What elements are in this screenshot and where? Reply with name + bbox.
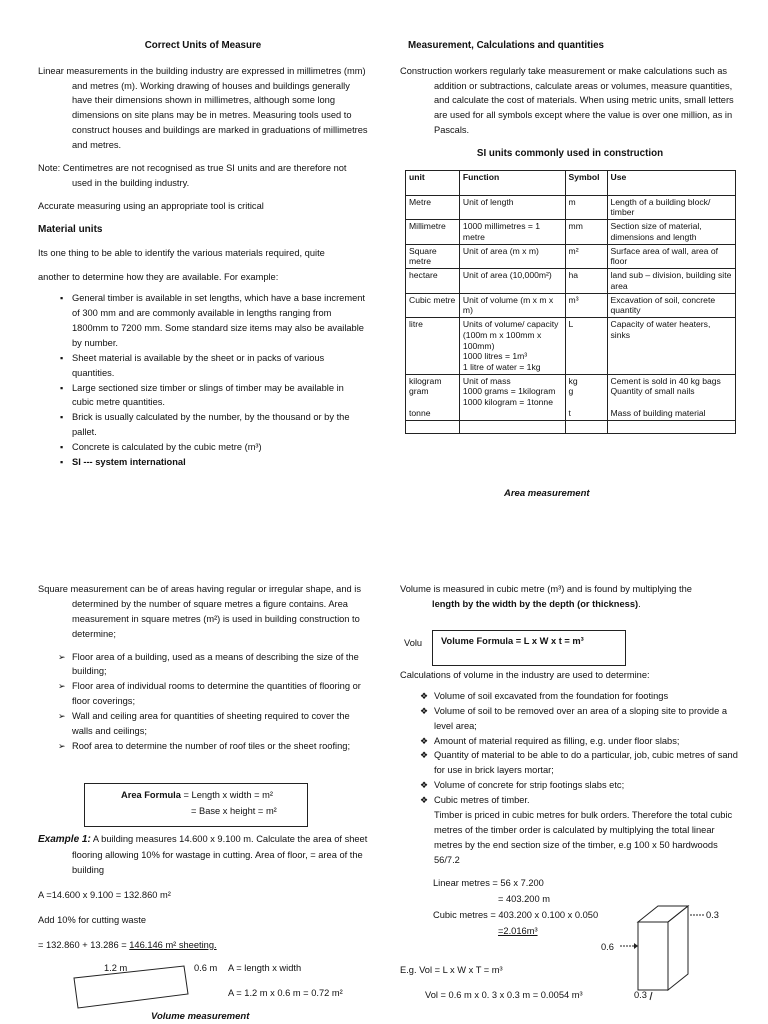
table-row — [406, 293, 736, 317]
volume-formula: = L x W x t = m³ — [513, 636, 584, 646]
rect-height-label: 0.6 m — [194, 963, 218, 973]
list-item: ❖ Volume of soil excavated from the foundation for footings — [400, 689, 740, 704]
list-item: ▪ Large sectioned size timber or slings of timber may be available in cubic metre quantities. — [38, 381, 368, 411]
rect-formula-1: A = length x width — [228, 963, 302, 973]
table-cell: Metre — [406, 195, 460, 219]
volume-formula-box — [432, 630, 626, 666]
table-cell: Section size of material, dimensions and length — [607, 220, 736, 244]
example-text: A building measures 14.600 x 9.100 m. Calculate the area of sheet flooring allowing 10% for wastage in cutting. Area of floor, = area of the building — [72, 834, 368, 875]
heading-material-units: Material units — [38, 223, 103, 235]
list-item: ❖ Volume of concrete for strip footings slabs etc; — [400, 778, 740, 793]
area-measurement-caption: Area measurement — [504, 488, 590, 499]
calc-total-result: 146.146 m² sheeting. — [129, 939, 217, 950]
rect-width-label: 1.2 m — [104, 963, 128, 973]
table-cell: Surface area of wall, area of floor — [607, 244, 736, 268]
cuboid-dim-top: 0.3 — [706, 910, 719, 920]
linear-metres-2: = 403.200 m — [498, 894, 550, 904]
table-cell: land sub – division, building site area — [607, 269, 736, 293]
cuboid-dim-bottom: 0.3 — [634, 990, 647, 1000]
list-item-si: ▪ SI --- system international — [38, 455, 368, 470]
paragraph-linear: Linear measurements in the building industry are expressed in millimetres (mm) and metres (m). Working drawing of houses and buildings generally have their dimensions shown in millimetres, although some long dimensions on site plans may be in metres. Measuring tools used to construct houses and buildings are marked in graduations of millimetres and metres. — [38, 65, 368, 151]
table-cell: Unit of volume (m x m x m) — [459, 293, 565, 317]
example-label: Example 1: — [38, 834, 91, 845]
table-row — [406, 244, 736, 268]
paragraph-note: Note: Centimetres are not recognised as true SI units and are therefore not used in the building industry. — [38, 162, 347, 188]
area-formula-line2: = Base x height = m² — [191, 806, 277, 816]
area-formula-box — [84, 783, 308, 827]
table-cell: Unit of mass 1000 grams = 1kilogram 1000 kilogram = 1tonne — [459, 374, 565, 420]
linear-metres-1: Linear metres = 56 x 7.200 — [433, 878, 544, 888]
table-header-row — [406, 170, 736, 195]
list-item: ➢ Floor area of individual rooms to determine the quantities of flooring or floor coverings; — [38, 679, 368, 709]
table-cell: kilogram gram tonne — [406, 374, 460, 420]
volu-fragment: Volu — [404, 638, 423, 648]
paragraph-square-measurement: Square measurement can be of areas having regular or irregular shape, and is determined by the number of square metres a figure contains. Area measurement in square metres (m²) is used in building construction to determine; — [38, 584, 361, 639]
table-cell: m³ — [565, 293, 607, 317]
table-cell: Units of volume/ capacity (100m m x 100mm x 100mm) 1000 litres = 1m³ 1 litre of water = 1kg — [459, 318, 565, 375]
list-item: ▪ Concrete is calculated by the cubic metre (m³) — [38, 440, 368, 455]
table-cell: litre — [406, 318, 460, 375]
table-cell: kg g t — [565, 374, 607, 420]
table-title: SI units commonly used in construction — [476, 148, 664, 160]
paragraph-timber: Timber is priced in cubic metres for bulk orders. Therefore the total cubic metres of the timber order is calculated by multiplying the total linear metres by the end section size of the timber, e.g 100 x 50 hardwoods 56/7.2 — [434, 809, 733, 865]
table-cell — [459, 420, 565, 433]
table-cell — [607, 420, 736, 433]
list-item: ▪ Brick is usually calculated by the number, by the thousand or by the pallet. — [38, 410, 368, 440]
list-item: ➢ Floor area of a building, used as a means of describing the size of the building; — [38, 650, 368, 680]
paragraph-construction: Construction workers regularly take measurement or make calculations such as addition or subtractions, calculate areas or volumes, measure quantities, and calculate the cost of materials. When using metric units, small letters are used for all symbols except where the value is over one million, as in Pascals. — [400, 65, 734, 136]
list-item: ▪ General timber is available in set lengths, which have a base increment of 300 mm and are commonly available in lengths ranging from 1800mm to 7200 mm. Some standard size items may also be available by number. — [38, 291, 368, 351]
table-row — [406, 420, 736, 433]
table-cell: Capacity of water heaters, sinks — [607, 318, 736, 375]
cubic-metres-2: =2.016m³ — [498, 926, 538, 936]
table-cell: Unit of area (10,000m²) — [459, 269, 565, 293]
table-cell: Millimetre — [406, 220, 460, 244]
list-item: ❖ Cubic metres of timber. — [400, 793, 740, 808]
volume-measurement-caption: Volume measurement — [151, 1011, 250, 1022]
table-header: Symbol — [565, 170, 607, 195]
area-formula-label: Area Formula — [121, 790, 181, 800]
paragraph-volume-1: Volume is measured in cubic metre (m³) and is found by multiplying the — [400, 584, 692, 594]
table-row — [406, 318, 736, 375]
left-top-column — [38, 38, 368, 470]
table-row — [406, 374, 736, 420]
list-item: ❖ Quantity of material to be able to do a particular, job, cubic metres of sand for use in brick layers mortar; — [400, 748, 740, 778]
table-row — [406, 269, 736, 293]
table-cell: 1000 millimetres = 1 metre — [459, 220, 565, 244]
list-item: ❖ Amount of material required as filling, e.g. under floor slabs; — [400, 734, 740, 749]
volume-formula-label: Volume Formula — [441, 636, 514, 646]
section-title-units: Correct Units of Measure — [144, 40, 262, 51]
table-cell: ha — [565, 269, 607, 293]
list-item: ➢ Wall and ceiling area for quantities of sheeting required to cover the walls and ceilings; — [38, 709, 368, 739]
rect-formula-2: A = 1.2 m x 0.6 m = 0.72 m² — [228, 988, 343, 998]
area-formula-line1: = Length x width = m² — [180, 790, 273, 800]
calc-waste: Add 10% for cutting waste — [38, 914, 147, 925]
paragraph-identify: Its one thing to be able to identify the various materials required, quite — [38, 247, 325, 258]
example-vol-1: E.g. Vol = L x W x T = m³ — [400, 965, 503, 975]
table-cell: L — [565, 318, 607, 375]
table-row — [406, 195, 736, 219]
area-arrow-list — [38, 650, 368, 754]
calc-total-prefix: = 132.860 + 13.286 = — [38, 939, 130, 950]
table-row — [406, 220, 736, 244]
paragraph-determine: another to determine how they are available. For example: — [38, 272, 279, 283]
cubic-metres-1: Cubic metres = 403.200 x 0.100 x 0.050 — [433, 910, 599, 920]
table-cell: m — [565, 195, 607, 219]
table-cell: Unit of length — [459, 195, 565, 219]
list-item: ➢ Roof area to determine the number of roof tiles or the sheet roofing; — [38, 739, 368, 754]
material-bullet-list — [38, 291, 368, 470]
si-units-table — [405, 170, 736, 434]
paragraph-volume-uses: Calculations of volume in the industry are used to determine: — [400, 670, 650, 680]
table-header: Function — [459, 170, 565, 195]
calc-area: A =14.600 x 9.100 = 132.860 m² — [38, 889, 171, 900]
table-cell: hectare — [406, 269, 460, 293]
table-cell: Cement is sold in 40 kg bags Quantity of small nails Mass of building material — [607, 374, 736, 420]
table-cell — [406, 420, 460, 433]
table-cell: mm — [565, 220, 607, 244]
example-block — [38, 832, 368, 960]
table-cell — [565, 420, 607, 433]
cuboid-dim-side: 0.6 — [601, 942, 614, 952]
list-item: ▪ Sheet material is available by the sheet or in packs of various quantities. — [38, 351, 368, 381]
right-bottom-column: Volume is measured in cubic metre (m³) and is found by multiplying the length by the width by the depth (or thickness). — [400, 582, 740, 620]
volume-uses-block — [400, 668, 740, 867]
table-cell: Unit of area (m x m) — [459, 244, 565, 268]
table-cell: m² — [565, 244, 607, 268]
table-header: Use — [607, 170, 736, 195]
volume-uses-list — [400, 689, 740, 808]
table-header: unit — [406, 170, 460, 195]
table-cell: Square metre — [406, 244, 460, 268]
paragraph-accurate: Accurate measuring using an appropriate tool is critical — [38, 200, 264, 211]
table-cell: Length of a building block/ timber — [607, 195, 736, 219]
table-cell: Excavation of soil, concrete quantity — [607, 293, 736, 317]
left-bottom-column — [38, 582, 368, 754]
table-cell: Cubic metre — [406, 293, 460, 317]
section-title-measurement: Measurement, Calculations and quantities — [408, 40, 604, 51]
list-item: ❖ Volume of soil to be removed over an area of a sloping site to provide a level area; — [400, 704, 740, 734]
example-vol-2: Vol = 0.6 m x 0. 3 x 0.3 m = 0.0054 m³ — [425, 990, 583, 1000]
right-top-column — [400, 38, 740, 434]
paragraph-volume-2: length by the width by the depth (or thickness) — [432, 598, 639, 609]
